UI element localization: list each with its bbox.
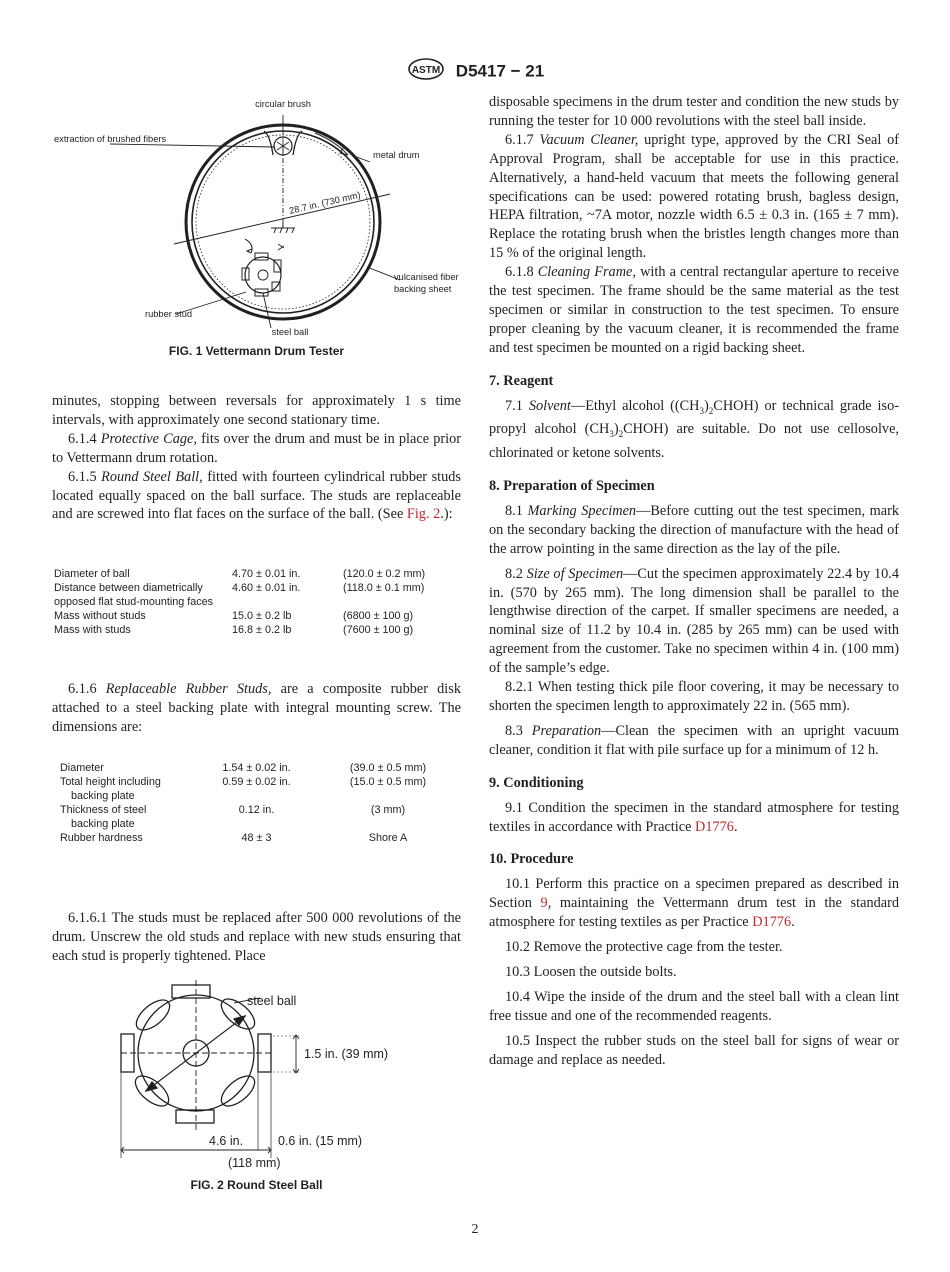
paragraph-6-1-4: 6.1.4 Protective Cage, fits over the drum and must be in place prior to Vettermann drum rotation. — [52, 430, 462, 466]
paragraph-6-1-6-1: 6.1.6.1 The studs must be replaced after 500 000 revolutions of the drum. Unscrew the old studs and replace with new studs ensuring that each stud is properly tightened. Place — [52, 910, 461, 964]
fig1-label-steel-ball: steel ball — [271, 327, 309, 337]
ball-dimensions-table — [54, 567, 425, 637]
right-column — [489, 93, 899, 1070]
paragraph-6-1-6: 6.1.6 Replaceable Rubber Studs, are a composite rubber disk attached to a steel backing plate with integral mounting screw. The dimensions are: — [52, 681, 461, 735]
fig1-label-metal-drum: metal drum — [373, 150, 420, 160]
figure-1-drum-tester — [50, 92, 470, 344]
paragraph-9-1: 9.1 Condition the specimen in the standard atmosphere for testing textiles in accordance with Practice D1776. — [489, 799, 899, 835]
fig2-label-dim-1-5: 1.5 in. (39 mm) — [304, 1047, 389, 1061]
paragraph-8-2-1: 8.2.1 When testing thick pile floor covering, it may be necessary to shorten the specimen length to approximately 22 in. (565 mm). — [489, 679, 899, 714]
section-9-link[interactable]: 9 — [540, 895, 548, 912]
table-row: Mass without studs 15.0 ± 0.2 lb (6800 ± 100 g) — [54, 610, 414, 622]
paragraph-continued: minutes, stopping between reversals for approximately 1 s time intervals, with approximately one second stationary time. — [52, 393, 461, 428]
fig2-label-dim-4-6: 4.6 in. — [209, 1134, 244, 1148]
section-8-heading: 8. Preparation of Specimen — [489, 478, 655, 495]
paragraph-10-3: 10.3 Loosen the outside bolts. — [505, 963, 677, 980]
paragraph-10-1: 10.1 Perform this practice on a specimen prepared as described in Section 9, maintaining the Vettermann drum test in the standard atmosphere for testing textiles as per Practice D1776. — [489, 876, 899, 931]
paragraph-8-2: 8.2 Size of Specimen—Cut the specimen approximately 22.4 by 10.4 in. (570 by 265 mm). The long dimension shall be parallel to the lengthwise direction of the carpet. If smaller specimens are needed, a nominal size of 11.2 by 10.4 in. (285 by 265 mm) can be used with agreement from the customer. Take no specimen within 4 in. (100 mm) of the sample’s edge. — [489, 565, 899, 677]
paragraph-10-2: 10.2 Remove the protective cage from the tester. — [505, 939, 783, 956]
fig1-label-diameter: 28.7 in. (730 mm) — [288, 189, 362, 216]
table-row: Diameter 1.54 ± 0.02 in. (39.0 ± 0.5 mm) — [60, 762, 427, 774]
fig1-label-backing: backing sheet — [394, 284, 452, 294]
table-row: Mass with studs 16.8 ± 0.2 lb (7600 ± 100 g) — [54, 624, 414, 636]
d1776-link[interactable]: D1776 — [752, 914, 792, 931]
table-row: Diameter of ball 4.70 ± 0.01 in. (120.0 ± 0.2 mm) — [54, 568, 426, 580]
fig2-label-dim-118: (118 mm) — [228, 1156, 281, 1170]
paragraph-continued-right: disposable specimens in the drum tester and condition the new studs by running the tester for 10 000 revolutions with the steel ball inside. — [489, 94, 899, 129]
left-column-top — [52, 392, 461, 524]
paragraph-7-1: 7.1 Solvent—Ethyl alcohol $((CH_3)_2CHOH)$ or technical grade iso-propyl alcohol $(CH_3)_2CHOH$) are suitable. Do not use cellosolve, chlorinated or ketone solvents. — [489, 397, 899, 462]
paragraph-6-1-7: 6.1.7 Vacuum Cleaner, upright type, approved by the CRI Seal of Approval Program, shall be acceptable for use in this practice. Alternatively, a hand-held vacuum that meets the following general specifications can be used: powered rotating brush, bagless design, HEPA filtration, ~7A motor, nozzle width 6.5 ± 0.3 in. (165 ± 7 mm). Replace the rotating brush when the bristles length changes more than 15 % of the original length. — [489, 131, 899, 262]
page-header — [0, 58, 950, 85]
fig2-label-dim-0-6: 0.6 in. (15 mm) — [278, 1134, 363, 1148]
paragraph-6-1-8: 6.1.8 Cleaning Frame, with a central rectangular aperture to receive the test specimen. The frame should be the same material as the test specimen or similar in construction to the test specimen. To ensure proper cleaning by the vacuum cleaner, it is recommended the frame and test specimen be mounted on a rigid backing sheet. — [489, 264, 899, 356]
figure-2-steel-ball — [110, 980, 410, 1178]
section-10-heading: 10. Procedure — [489, 851, 574, 868]
paragraph-8-3: 8.3 Preparation—Clean the specimen with an upright vacuum cleaner, condition it flat with pile surface up for a minimum of 12 h. — [489, 722, 900, 758]
section-9-heading: 9. Conditioning — [489, 774, 584, 791]
fig1-label-vulcanised: vulcanised fiber — [394, 272, 459, 282]
stud-dimensions-table — [60, 761, 453, 845]
logo-text: ASTM — [411, 65, 440, 76]
paragraph-6-1-5: 6.1.5 Round Steel Ball, fitted with fourteen cylindrical rubber studs located equally spaced on the ball surface. The studs are replaceable and are screwed into flat faces on the surface of the ball. (See Fig. 2.): — [52, 468, 462, 523]
fig2-link[interactable]: Fig. 2 — [406, 506, 441, 523]
fig1-label-extraction: extraction of brushed fibers — [54, 134, 167, 144]
paragraph-10-4: 10.4 Wipe the inside of the drum and the steel ball with a clean lint free tissue and one of the recommended reagents. — [489, 988, 899, 1024]
table-row: Thickness of steel backing plate 0.12 in. (3 mm) — [60, 804, 406, 830]
fig1-caption: FIG. 1 Vettermann Drum Tester — [168, 344, 345, 358]
fig2-caption: FIG. 2 Round Steel Ball — [190, 1178, 323, 1192]
table-row: Total height including backing plate 0.59 ± 0.02 in. (15.0 ± 0.5 mm) — [60, 776, 427, 802]
page-number: 2 — [471, 1222, 479, 1237]
table-row: Rubber hardness 48 ± 3 Shore A — [60, 832, 408, 844]
astm-logo-icon — [406, 58, 446, 85]
fig2-label-steel-ball: steel ball — [247, 994, 297, 1008]
paragraph-10-5: 10.5 Inspect the rubber studs on the steel ball for signs of wear or damage and replace as needed. — [489, 1032, 899, 1068]
paragraph-8-1: 8.1 Marking Specimen—Before cutting out the test specimen, mark on the secondary backing the direction of manufacture with the head of the arrow pointing in the same direction as the lay of the pile. — [489, 502, 900, 557]
standard-designation: D5417 − 21 — [455, 61, 545, 81]
fig1-label-circular-brush: circular brush — [255, 99, 311, 109]
table-row: Distance between diametrically opposed flat stud-mounting faces 4.60 ± 0.01 in. (118.0 ± 0.1 mm) — [54, 582, 425, 608]
fig1-label-rubber-stud: rubber stud — [145, 309, 193, 319]
d1776-link[interactable]: D1776 — [695, 818, 734, 835]
section-7-heading: 7. Reagent — [489, 372, 554, 389]
